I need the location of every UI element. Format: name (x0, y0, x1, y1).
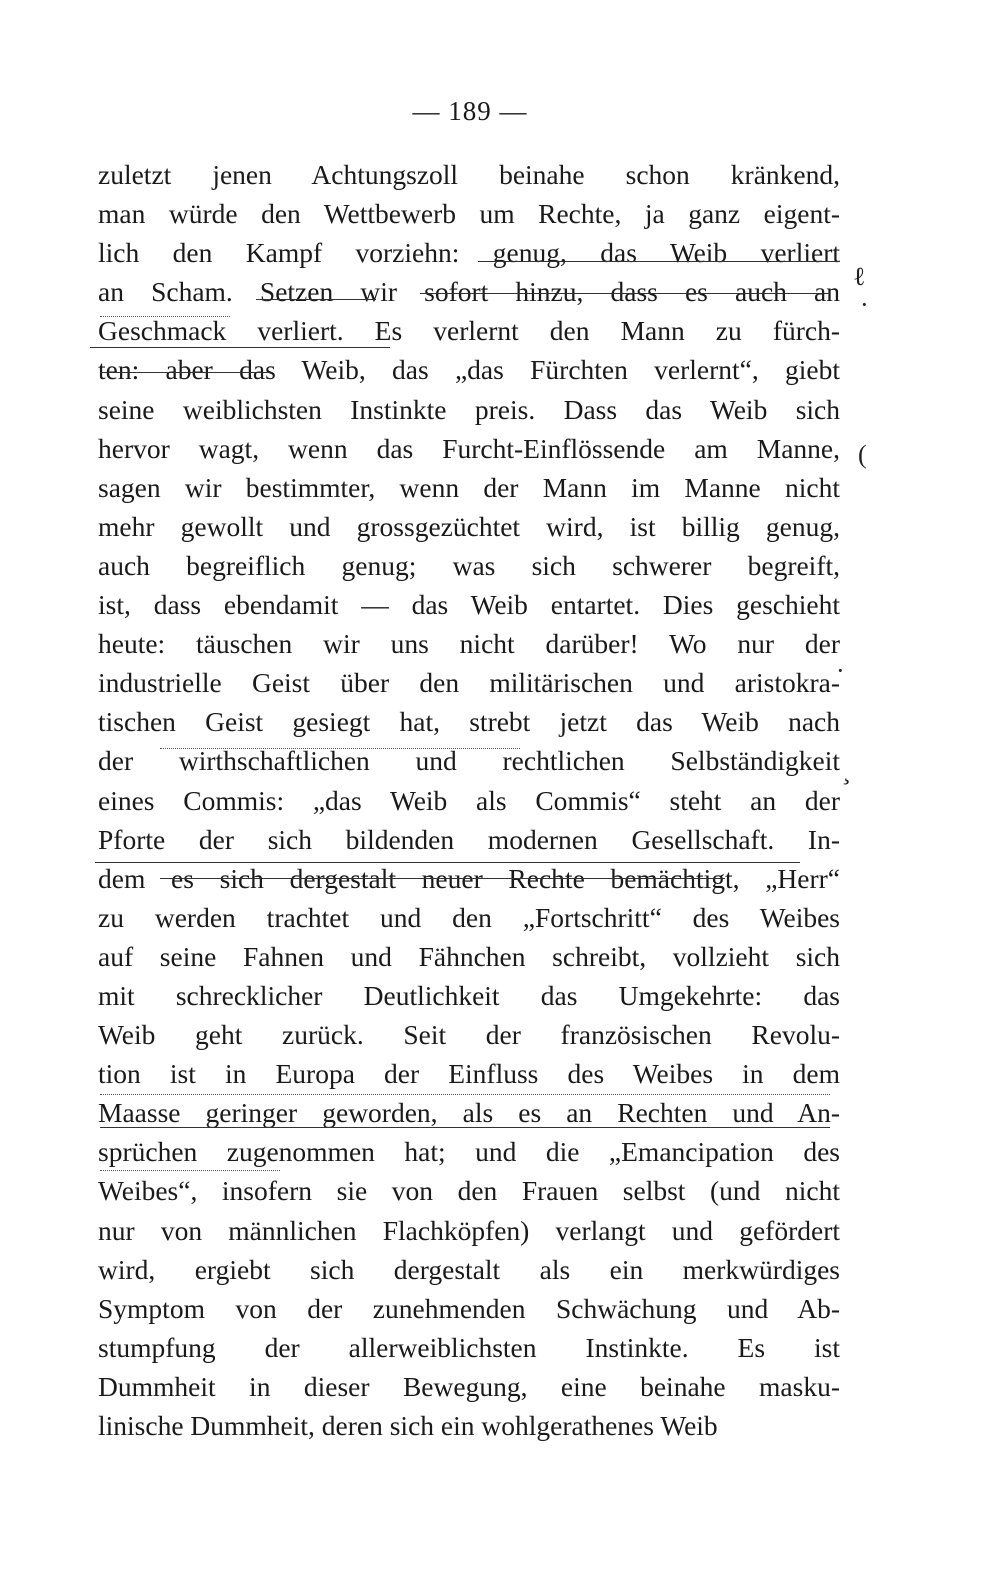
text-line: Weibes“, insofern sie von den Frauen selbst (und nicht (98, 1175, 840, 1207)
margin-pencil-mark: ( (858, 440, 867, 469)
text-line: Geschmack verliert. Es verlernt den Mann zu fürch- (98, 315, 840, 347)
body-text (98, 155, 840, 1445)
pencil-dotted-underline (100, 1170, 280, 1171)
text-line: an Scham. Setzen wir sofort hinzu, dass es auch an (98, 276, 840, 308)
pencil-underline (478, 261, 840, 262)
text-line: ten: aber das Weib, das „das Fürchten verlernt“, giebt (98, 354, 840, 386)
text-line: wird, ergiebt sich dergestalt als ein merkwürdiges (98, 1253, 840, 1285)
pencil-strikethrough (100, 372, 270, 373)
pencil-underline (95, 862, 800, 863)
text-line: heute: täuschen wir uns nicht darüber! Wo nur der (98, 628, 840, 660)
page-number: — 189 — (412, 96, 528, 126)
text-line: zu werden trachtet und den „Fortschritt“ des Weibes (98, 901, 840, 933)
text-line: hervor wagt, wenn das Furcht-Einflössende am Manne, (98, 432, 840, 464)
text-line: man würde den Wettbewerb um Rechte, ja ganz eigent- (98, 198, 840, 230)
margin-pencil-mark: ℓ (853, 262, 866, 291)
text-line: mit schrecklicher Deutlichkeit das Umgekehrte: das (98, 979, 840, 1011)
text-line: Weib geht zurück. Seit der französischen Revolu- (98, 1019, 840, 1051)
pencil-underline (256, 299, 376, 300)
text-line: der wirthschaftlichen und rechtlichen Selbständigkeit (98, 745, 840, 777)
text-line: auch begreiflich genug; was sich schwerer begreift, (98, 549, 840, 581)
pencil-dotted-underline (100, 316, 230, 317)
pencil-dotted-underline (100, 1094, 830, 1095)
margin-pencil-mark: · (836, 656, 845, 685)
text-line: Maasse geringer geworden, als es an Rechten und An- (98, 1097, 840, 1129)
pencil-dotted-underline (160, 748, 520, 749)
text-line: tion ist in Europa der Einfluss des Weibes in dem (98, 1058, 840, 1090)
text-line: Pforte der sich bildenden modernen Gesellschaft. In- (98, 823, 840, 855)
pencil-strikethrough (160, 878, 725, 879)
text-line: Dummheit in dieser Bewegung, eine beinahe masku- (98, 1370, 840, 1402)
pencil-underline (90, 347, 390, 348)
text-line: stumpfung der allerweiblichsten Instinkte. Es ist (98, 1331, 840, 1363)
margin-pencil-mark: · (860, 290, 869, 319)
text-line: industrielle Geist über den militärischen und aristokra- (98, 667, 840, 699)
text-line: Symptom von der zunehmenden Schwächung und Ab- (98, 1292, 840, 1324)
pencil-strikethrough (420, 293, 830, 294)
text-line: zuletzt jenen Achtungszoll beinahe schon kränkend, (98, 159, 840, 190)
text-line: linische Dummheit, deren sich ein wohlgerathenes Weib (98, 1410, 718, 1441)
text-line: nur von männlichen Flachköpfen) verlangt und gefördert (98, 1214, 840, 1246)
text-line: tischen Geist gesiegt hat, strebt jetzt das Weib nach (98, 706, 840, 738)
text-line: mehr gewollt und grossgezüchtet wird, ist billig genug, (98, 510, 840, 542)
text-line: lich den Kampf vorziehn: genug, das Weib verliert (98, 237, 840, 269)
text-line: seine weiblichsten Instinkte preis. Dass das Weib sich (98, 393, 840, 425)
pencil-underline (100, 1127, 830, 1128)
text-line: eines Commis: „das Weib als Commis“ steht an der (98, 784, 840, 816)
text-line: auf seine Fahnen und Fähnchen schreibt, vollzieht sich (98, 940, 840, 972)
text-line: sprüchen zugenommen hat; und die „Emancipation des (98, 1136, 840, 1168)
text-line: dem es sich dergestalt neuer Rechte bemächtigt, „Herr“ (98, 862, 840, 894)
margin-pencil-mark: ¸ (842, 756, 851, 785)
text-line: ist, dass ebendamit — das Weib entartet. Dies geschieht (98, 589, 840, 621)
text-line: sagen wir bestimmter, wenn der Mann im Manne nicht (98, 471, 840, 503)
